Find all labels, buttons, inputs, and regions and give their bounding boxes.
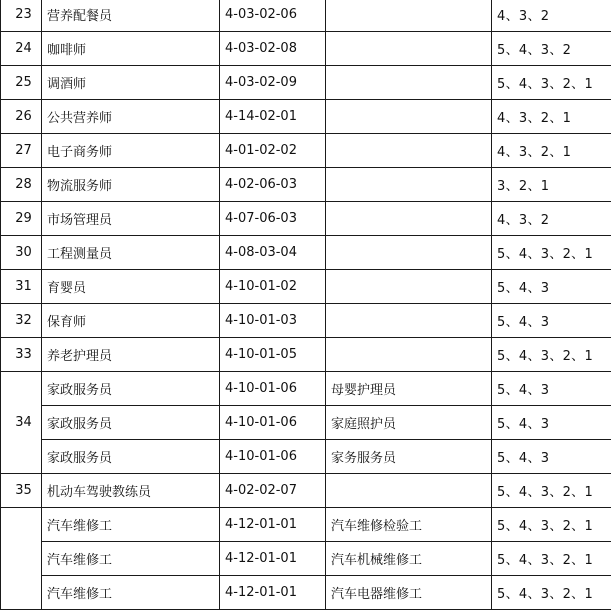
table-row: [1, 576, 611, 610]
occupation-specialty: [326, 338, 492, 372]
table-row: [1, 372, 611, 406]
row-number: 35: [1, 474, 42, 508]
occupation-name: 保育师: [42, 304, 220, 338]
occupation-code: 4-10-01-03: [220, 304, 326, 338]
skill-levels: 4、3、2: [492, 0, 611, 32]
occupation-code: 4-02-06-03: [220, 168, 326, 202]
skill-levels: 5、4、3: [492, 304, 611, 338]
table-row: [1, 202, 611, 236]
row-number: 23: [1, 0, 42, 32]
occupation-code: 4-10-01-05: [220, 338, 326, 372]
row-number: 28: [1, 168, 42, 202]
occupation-code: 4-03-02-09: [220, 66, 326, 100]
row-number: [1, 508, 42, 610]
table-row: [1, 134, 611, 168]
occupation-name: 汽车维修工: [42, 576, 220, 610]
row-number: 33: [1, 338, 42, 372]
occupation-code: 4-03-02-08: [220, 32, 326, 66]
occupation-specialty: [326, 66, 492, 100]
table-row: [1, 66, 611, 100]
skill-levels: 5、4、3、2、1: [492, 576, 611, 610]
occupation-name: 家政服务员: [42, 406, 220, 440]
occupation-code: 4-01-02-02: [220, 134, 326, 168]
occupation-code: 4-10-01-06: [220, 406, 326, 440]
occupation-specialty: 家庭照护员: [326, 406, 492, 440]
occupation-specialty: 汽车维修检验工: [326, 508, 492, 542]
skill-levels: 5、4、3、2: [492, 32, 611, 66]
table-row: [1, 406, 611, 440]
occupation-name: 育婴员: [42, 270, 220, 304]
occupation-specialty: 汽车电器维修工: [326, 576, 492, 610]
table-row: [1, 100, 611, 134]
occupation-specialty: [326, 236, 492, 270]
occupation-code: 4-02-02-07: [220, 474, 326, 508]
row-number: 24: [1, 32, 42, 66]
skill-levels: 5、4、3、2、1: [492, 508, 611, 542]
occupation-specialty: [326, 0, 492, 32]
occupation-name: 汽车维修工: [42, 508, 220, 542]
row-number: 29: [1, 202, 42, 236]
occupation-code: 4-10-01-06: [220, 372, 326, 406]
table-row: [1, 338, 611, 372]
table-row: [1, 542, 611, 576]
occupation-specialty: [326, 474, 492, 508]
occupation-code: 4-12-01-01: [220, 542, 326, 576]
table-row: [1, 304, 611, 338]
occupation-specialty: [326, 32, 492, 66]
occupation-code: 4-10-01-06: [220, 440, 326, 474]
table-row: [1, 440, 611, 474]
row-number: 30: [1, 236, 42, 270]
occupation-specialty: 家务服务员: [326, 440, 492, 474]
occupation-specialty: [326, 168, 492, 202]
occupation-code: 4-10-01-02: [220, 270, 326, 304]
occupation-name: 养老护理员: [42, 338, 220, 372]
table-row: [1, 236, 611, 270]
occupation-name: 物流服务师: [42, 168, 220, 202]
occupation-name: 调酒师: [42, 66, 220, 100]
skill-levels: 5、4、3、2、1: [492, 474, 611, 508]
occupation-code: 4-03-02-06: [220, 0, 326, 32]
table-row: [1, 0, 611, 32]
row-number: 32: [1, 304, 42, 338]
row-number: 27: [1, 134, 42, 168]
skill-levels: 5、4、3: [492, 372, 611, 406]
table-row: [1, 508, 611, 542]
occupation-name: 公共营养师: [42, 100, 220, 134]
occupation-specialty: [326, 100, 492, 134]
row-number: 25: [1, 66, 42, 100]
occupation-name: 家政服务员: [42, 440, 220, 474]
occupation-specialty: [326, 134, 492, 168]
table-row: [1, 474, 611, 508]
row-number: 31: [1, 270, 42, 304]
occupation-code: 4-07-06-03: [220, 202, 326, 236]
skill-levels: 5、4、3: [492, 440, 611, 474]
table-row: [1, 168, 611, 202]
occupation-code: 4-12-01-01: [220, 576, 326, 610]
occupation-name: 工程测量员: [42, 236, 220, 270]
occupation-name: 家政服务员: [42, 372, 220, 406]
skill-levels: 5、4、3、2、1: [492, 542, 611, 576]
occupation-specialty: 母婴护理员: [326, 372, 492, 406]
skill-levels: 4、3、2、1: [492, 100, 611, 134]
occupation-code: 4-12-01-01: [220, 508, 326, 542]
row-number: 34: [1, 372, 42, 474]
skill-levels: 3、2、1: [492, 168, 611, 202]
occupation-code: 4-08-03-04: [220, 236, 326, 270]
occupation-name: 机动车驾驶教练员: [42, 474, 220, 508]
table-row: [1, 32, 611, 66]
occupation-name: 市场管理员: [42, 202, 220, 236]
occupation-name: 电子商务师: [42, 134, 220, 168]
skill-levels: 5、4、3: [492, 406, 611, 440]
skill-levels: 5、4、3、2、1: [492, 66, 611, 100]
skill-levels: 4、3、2、1: [492, 134, 611, 168]
skill-levels: 4、3、2: [492, 202, 611, 236]
occupation-specialty: [326, 304, 492, 338]
skill-levels: 5、4、3、2、1: [492, 236, 611, 270]
row-number: 26: [1, 100, 42, 134]
occupation-specialty: [326, 270, 492, 304]
table-row: [1, 270, 611, 304]
skill-levels: 5、4、3: [492, 270, 611, 304]
occupation-specialty: [326, 202, 492, 236]
occupation-name: 汽车维修工: [42, 542, 220, 576]
occupation-code: 4-14-02-01: [220, 100, 326, 134]
occupation-name: 营养配餐员: [42, 0, 220, 32]
occupation-specialty: 汽车机械维修工: [326, 542, 492, 576]
skill-levels: 5、4、3、2、1: [492, 338, 611, 372]
occupation-name: 咖啡师: [42, 32, 220, 66]
